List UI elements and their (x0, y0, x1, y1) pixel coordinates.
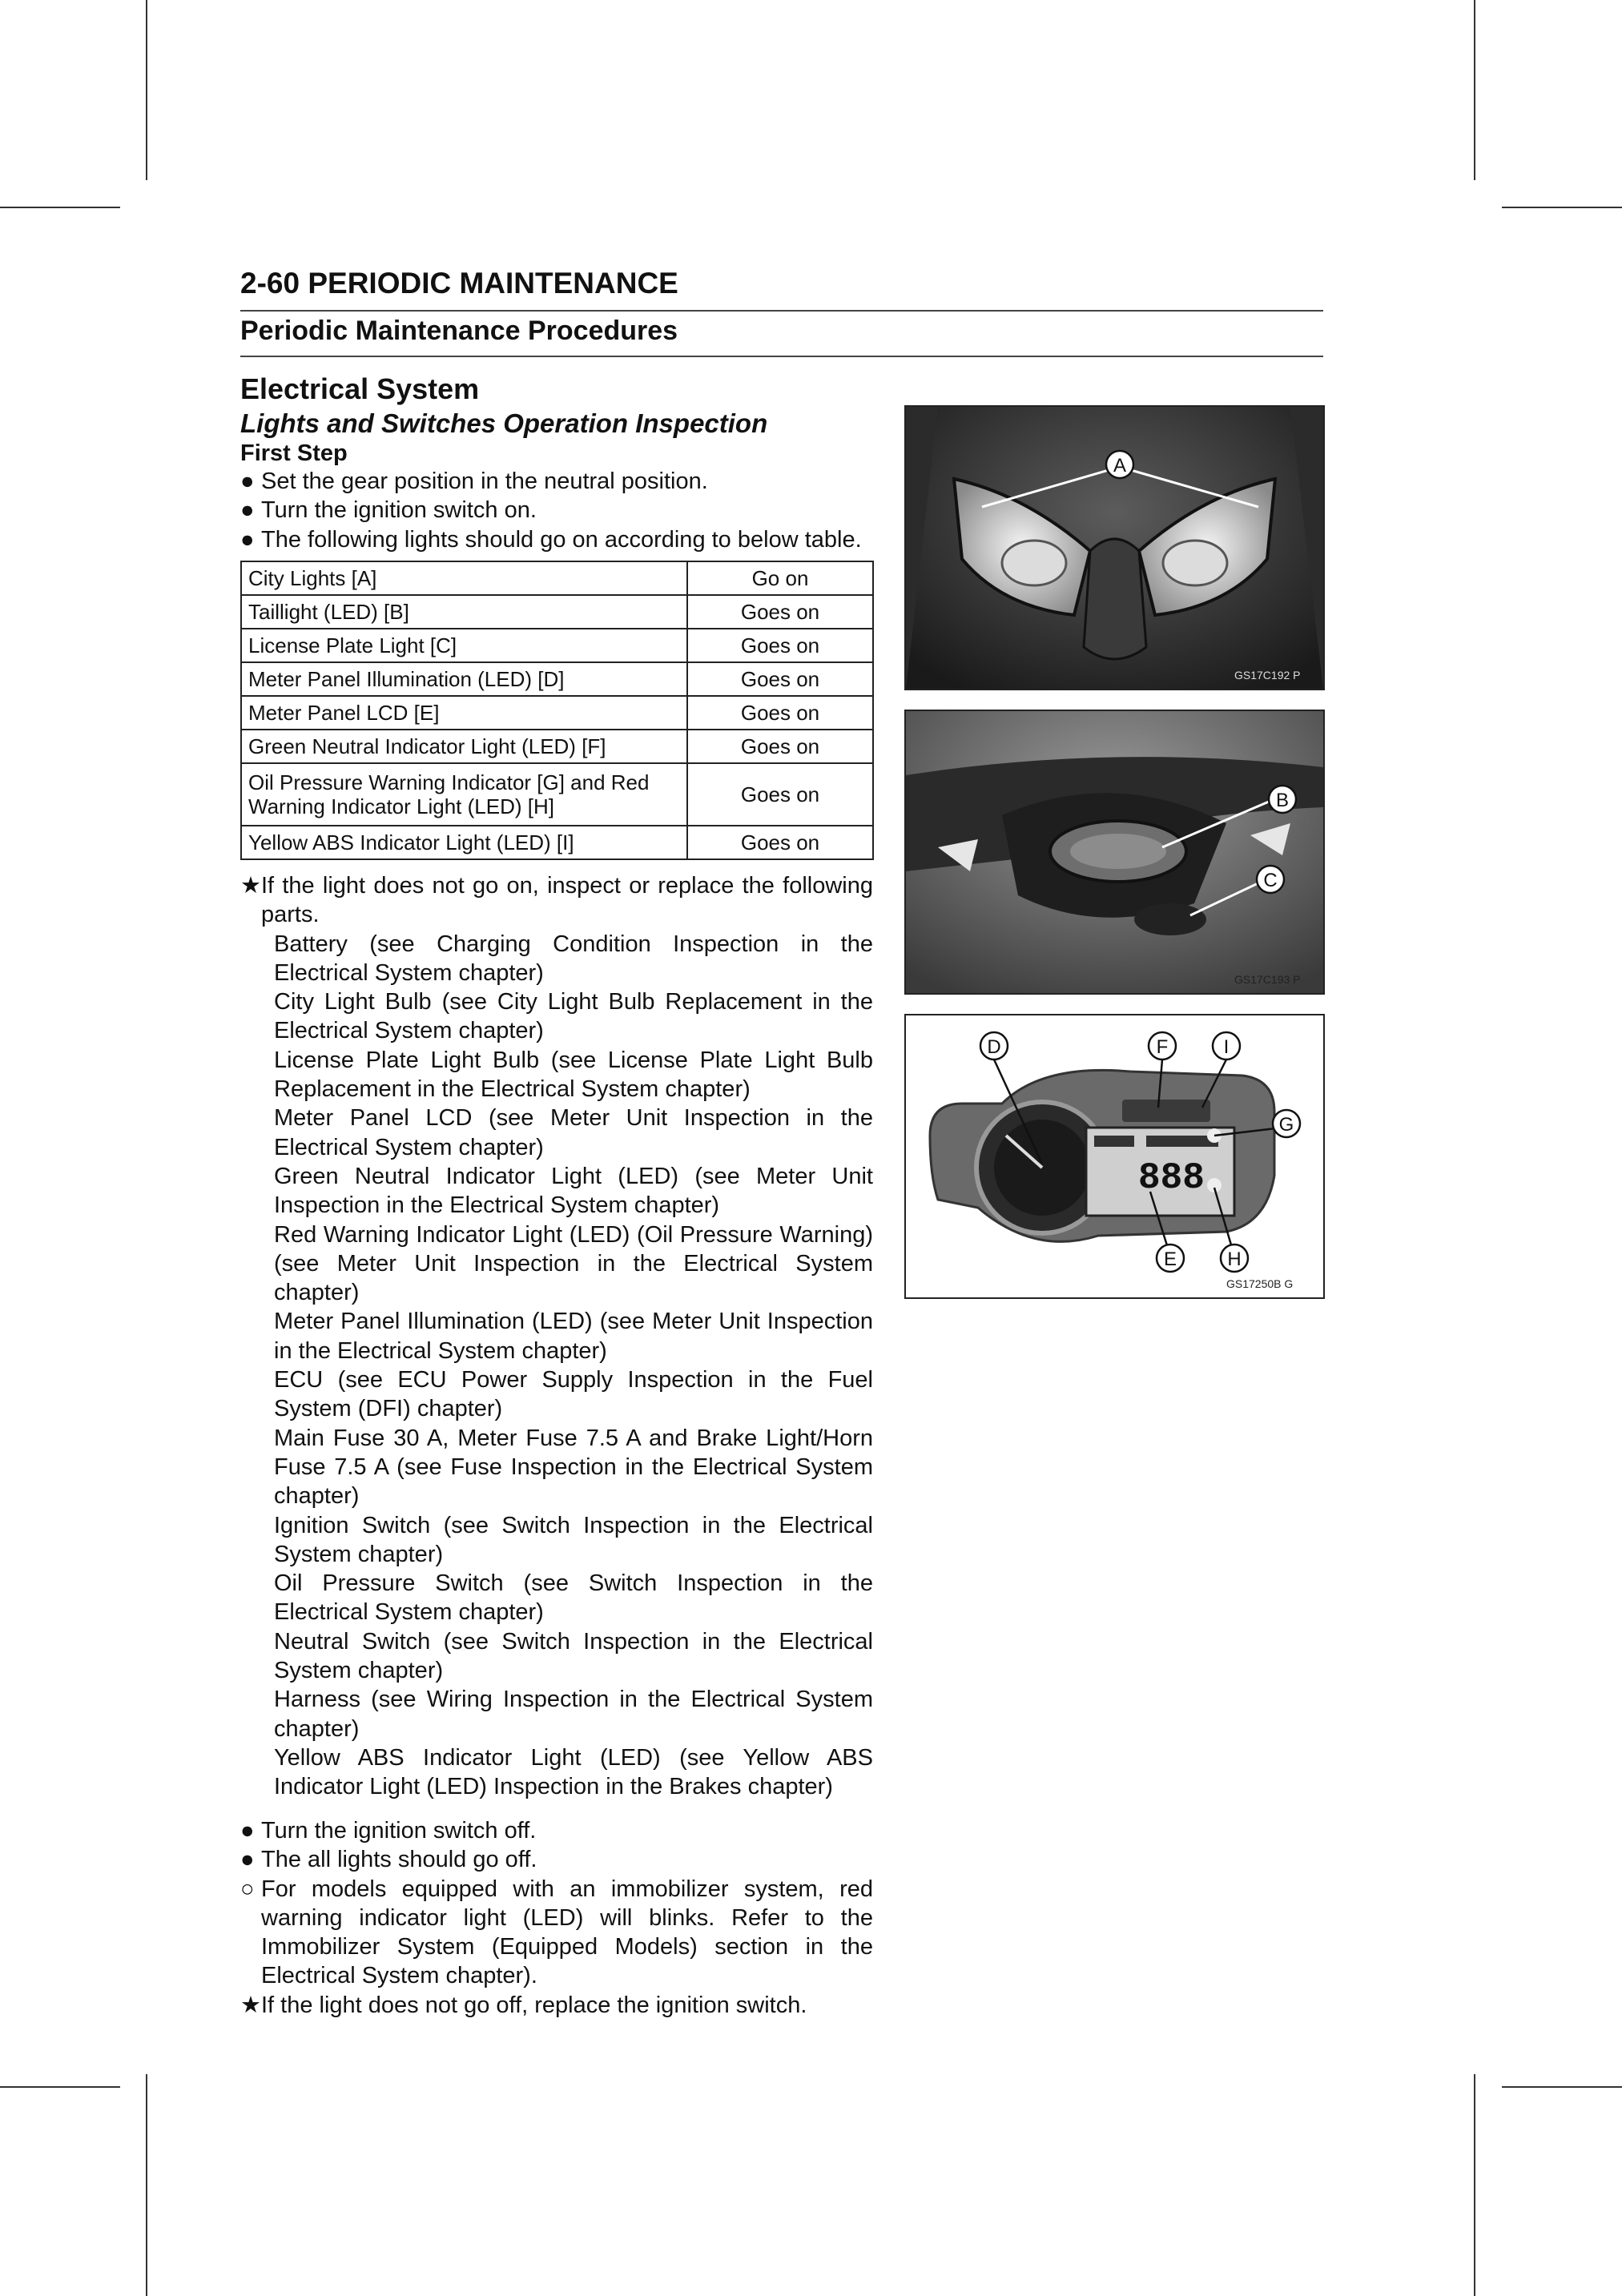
list-item (240, 1816, 873, 1845)
list-item: ECU (see ECU Power Supply Inspection in the Fuel System (DFI) chapter) (274, 1367, 873, 1422)
step-heading: First Step (240, 440, 348, 466)
header-rule (240, 310, 1323, 312)
light-cell: License Plate Light [C] (241, 629, 687, 662)
list-item: Battery (see Charging Condition Inspection in the Electrical System chapter) (274, 931, 873, 986)
table-row (241, 595, 873, 629)
inspection-notes (240, 871, 873, 1802)
light-cell: Meter Panel Illumination (LED) [D] (241, 662, 687, 696)
list-item: Meter Panel LCD (see Meter Unit Inspection in the Electrical System chapter) (274, 1105, 873, 1160)
note-text: For models equipped with an immobilizer system, red warning indicator light (LED) will blinks. Refer to the Immobilizer System (Equipped Models) section in the Electrical System chapter). (261, 1876, 873, 1989)
star-note (240, 871, 873, 930)
list-item (240, 1845, 873, 1874)
callout-label: G (1278, 1114, 1294, 1136)
light-cell: Yellow ABS Indicator Light (LED) [I] (241, 826, 687, 859)
light-cell: Meter Panel LCD [E] (241, 696, 687, 730)
final-notes (240, 1816, 873, 2020)
parts-list (240, 930, 873, 1802)
crop-mark (146, 2074, 147, 2296)
callout-label: A (1113, 455, 1127, 476)
callout-label: F (1156, 1036, 1169, 1058)
crop-mark (1502, 207, 1622, 208)
light-cell: Taillight (LED) [B] (241, 595, 687, 629)
light-cell-line: Oil Pressure Warning Indicator [G] and Red (248, 770, 650, 794)
bullet-marker: ● (240, 526, 255, 553)
list-item (240, 467, 873, 496)
callout-label: D (987, 1036, 1001, 1058)
crop-mark (0, 207, 120, 208)
section-rule (240, 356, 1323, 357)
callout-label: E (1163, 1249, 1177, 1270)
crop-mark (1502, 2086, 1622, 2088)
light-cell: Green Neutral Indicator Light (LED) [F] (241, 730, 687, 763)
star-note (240, 1991, 873, 2020)
list-item: Yellow ABS Indicator Light (LED) (see Yellow ABS Indicator Light (LED) Inspection in the Brakes chapter) (274, 1744, 873, 1800)
bullet-marker: ● (240, 468, 255, 494)
lights-table (240, 561, 874, 860)
table-row (241, 763, 873, 826)
list-item: Neutral Switch (see Switch Inspection in the Electrical System chapter) (274, 1628, 873, 1684)
bullet-marker: ● (240, 1847, 255, 1873)
state-cell: Go on (687, 561, 873, 595)
circle-marker: ○ (240, 1876, 255, 1902)
state-cell: Goes on (687, 629, 873, 662)
section-heading: Electrical System (240, 372, 480, 405)
state-cell: Goes on (687, 696, 873, 730)
list-item: Main Fuse 30 A, Meter Fuse 7.5 A and Brake Light/Horn Fuse 7.5 A (see Fuse Inspection in the Electrical System chapter) (274, 1425, 873, 1510)
table-row (241, 662, 873, 696)
table-row (241, 730, 873, 763)
light-cell: City Lights [A] (241, 561, 687, 595)
section-title: Periodic Maintenance Procedures (240, 316, 678, 346)
state-cell: Goes on (687, 730, 873, 763)
list-item (240, 496, 873, 525)
table-row (241, 561, 873, 595)
list-item: Meter Panel Illumination (LED) (see Meter Unit Inspection in the Electrical System chapter) (274, 1309, 873, 1364)
list-item: Green Neutral Indicator Light (LED) (see Meter Unit Inspection in the Electrical System chapter) (274, 1163, 873, 1219)
crop-mark (146, 0, 147, 180)
light-cell-line: Warning Indicator Light (LED) [H] (248, 794, 554, 818)
table-row (241, 826, 873, 859)
bullet-text: The following lights should go on according to below table. (261, 526, 862, 553)
state-cell: Goes on (687, 826, 873, 859)
callout-label: B (1275, 790, 1290, 811)
callout-label: C (1263, 870, 1278, 891)
taillight-photo (904, 710, 1325, 995)
callout-label: I (1223, 1036, 1230, 1058)
list-item: City Light Bulb (see City Light Bulb Replacement in the Electrical System chapter) (274, 989, 873, 1044)
table-row (241, 629, 873, 662)
star-marker: ★ (240, 873, 261, 899)
bullet-text: Set the gear position in the neutral position. (261, 468, 708, 494)
svg-text:888: 888 (1138, 1157, 1205, 1199)
bullet-text: Turn the ignition switch on. (261, 497, 537, 524)
figure-code: GS17C193 P (1234, 973, 1301, 986)
state-cell: Goes on (687, 763, 873, 826)
crop-mark (0, 2086, 120, 2088)
crop-mark (1474, 2074, 1475, 2296)
subsection-heading: Lights and Switches Operation Inspection (240, 408, 768, 438)
chapter-title: 2-60 PERIODIC MAINTENANCE (240, 267, 678, 300)
table-row (241, 696, 873, 730)
figure-code: GS17C192 P (1234, 669, 1301, 682)
state-cell: Goes on (687, 595, 873, 629)
bullet-text: Turn the ignition switch off. (261, 1818, 537, 1844)
list-item: Red Warning Indicator Light (LED) (Oil Pressure Warning) (see Meter Unit Inspection in the Electrical System chapter) (274, 1221, 873, 1306)
light-cell (241, 763, 687, 826)
callout-label: H (1227, 1249, 1242, 1270)
figure-code: GS17250B G (1226, 1277, 1294, 1290)
note-text: If the light does not go on, inspect or replace the following parts. (261, 873, 873, 928)
crop-mark (1474, 0, 1475, 180)
bullet-marker: ● (240, 1818, 255, 1844)
list-item: Oil Pressure Switch (see Switch Inspection in the Electrical System chapter) (274, 1570, 873, 1626)
list-item: Ignition Switch (see Switch Inspection in the Electrical System chapter) (274, 1512, 873, 1567)
state-cell: Goes on (687, 662, 873, 696)
intro-bullets (240, 467, 873, 554)
circle-note (240, 1875, 873, 1991)
bullet-marker: ● (240, 497, 255, 524)
star-marker: ★ (240, 1992, 261, 2018)
note-text: If the light does not go off, replace the ignition switch. (261, 1992, 807, 2018)
list-item (240, 525, 873, 554)
list-item: License Plate Light Bulb (see License Plate Light Bulb Replacement in the Electrical System chapter) (274, 1047, 873, 1103)
headlight-photo (904, 405, 1325, 690)
list-item: Harness (see Wiring Inspection in the Electrical System chapter) (274, 1687, 873, 1742)
meter-photo (904, 1014, 1325, 1299)
bullet-text: The all lights should go off. (261, 1847, 537, 1873)
